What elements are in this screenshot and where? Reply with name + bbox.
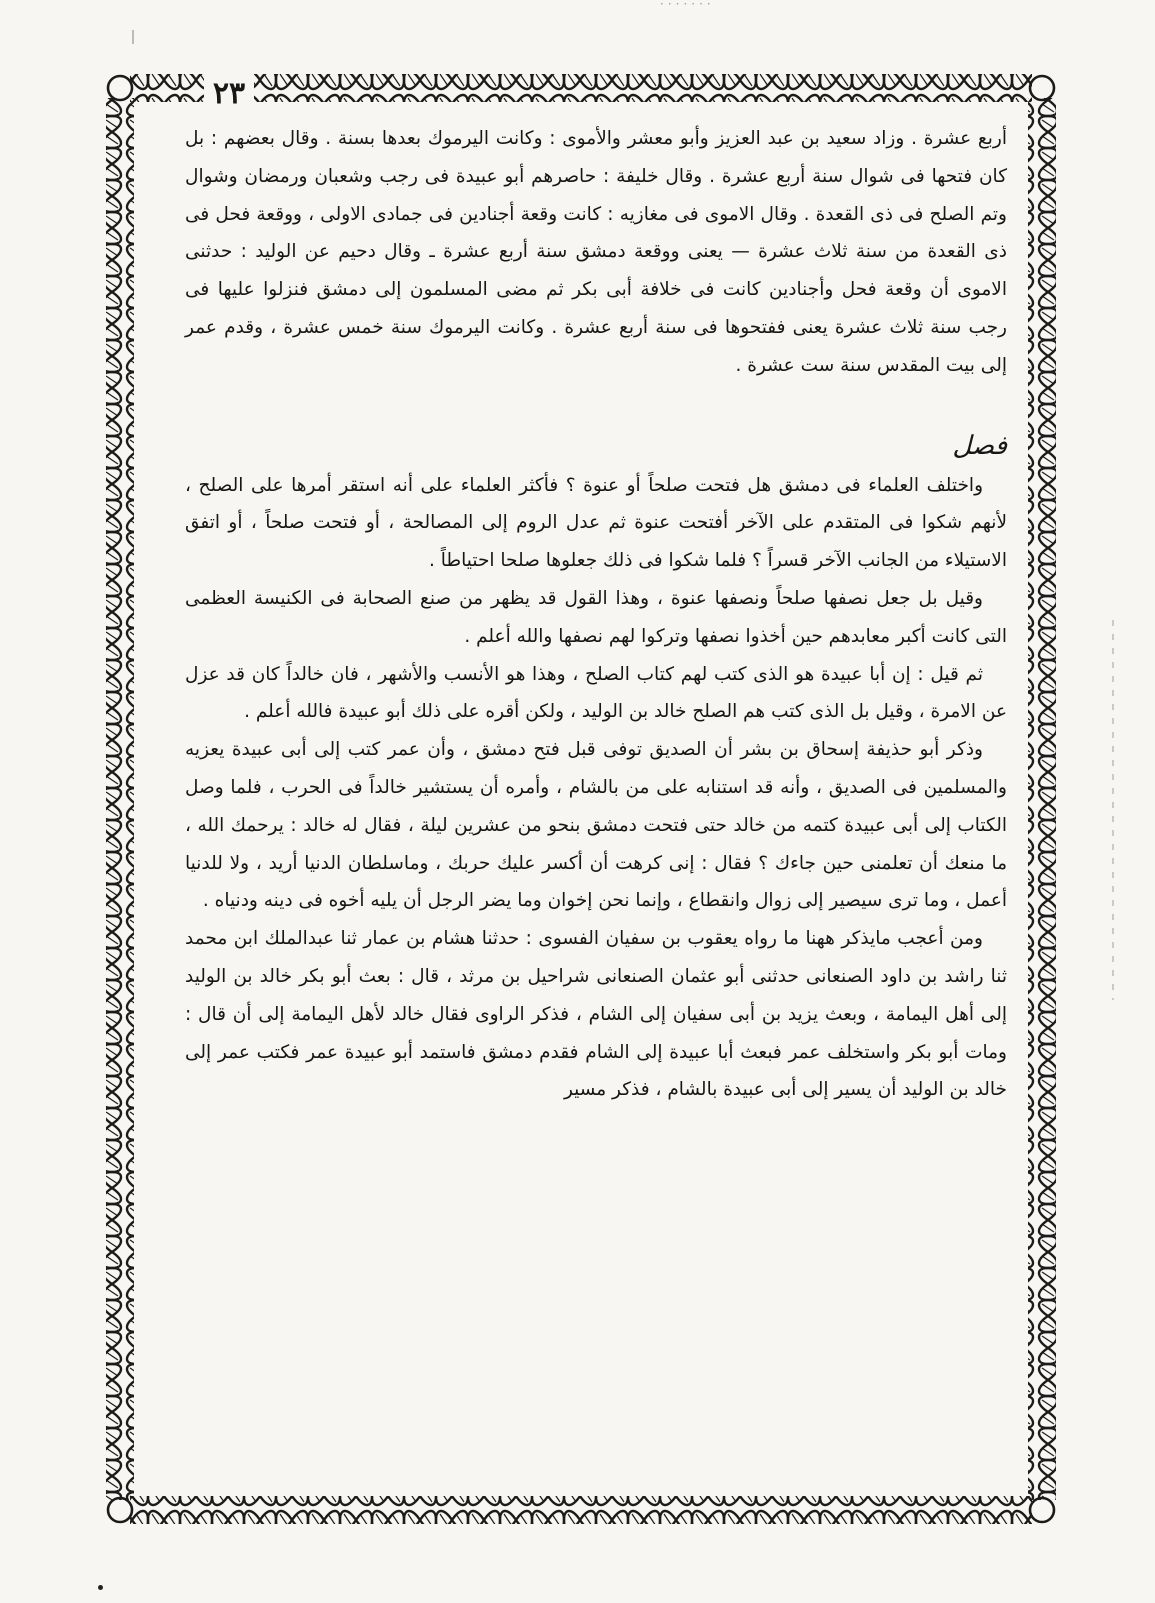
paragraph: واختلف العلماء فى دمشق هل فتحت صلحاً أو عنوة ؟ فأكثر العلماء على أنه استقر أمرها على الصلح ، لأنهم شكوا فى المتقدم على الآخر أفتحت عنوة ثم عدل الروم إلى المصالحة ، أو فتحت صلحاً ، أو اتفق الاستيلاء من الجانب الآخر قسراً ؟ فلما شكوا فى ذلك جعلوها صلحا احتياطاً .	[185, 474, 1007, 572]
page-number: ٢٣	[204, 74, 254, 114]
paragraph: ثم قيل : إن أبا عبيدة هو الذى كتب لهم كتاب الصلح ، وهذا هو الأنسب والأشهر ، فان خالداً كان قد عزل عن الامرة ، وقيل بل الذى كتب هم الصلح خالد بن الوليد ، ولكن أقره على ذلك أبو عبيدة فالله أعلم .	[185, 663, 1007, 723]
main-text	[185, 120, 1007, 1500]
scan-dot	[98, 1585, 103, 1590]
paragraph: أربع عشرة . وزاد سعيد بن عبد العزيز وأبو معشر والأموى : وكانت اليرموك بعدها بسنة . وقال بعضهم : بل كان فتحها فى شوال سنة أربع عشرة . وقال خليفة : حاصرهم أبو عبيدة فى رجب وشعبان ورمضان وشوال وتم الصلح فى ذى القعدة . وقال الاموى فى مغازيه : كانت وقعة أجنادين فى جمادى الاولى ، ووقعة فحل فى ذى القعدة من سنة ثلاث عشرة — يعنى ووقعة دمشق سنة أربع عشرة ـ وقال دحيم عن الوليد : حدثنى الاموى أن وقعة فحل وأجنادين كانت فى خلافة أبى بكر ثم مضى المسلمون إلى دمشق فنزلوا عليها فى رجب سنة ثلاث عشرة يعنى ففتحوها فى سنة أربع عشرة . وكانت اليرموك سنة خمس عشرة ، وقدم عمر إلى بيت المقدس سنة ست عشرة .	[185, 128, 1007, 376]
scan-dots: ·······	[660, 0, 715, 11]
section-heading: فصل	[952, 430, 1007, 461]
paragraph: ومن أعجب مايذكر ههنا ما رواه يعقوب بن سفيان الفسوى : حدثنا هشام بن عمار ثنا عبدالملك ابن محمد ثنا راشد بن داود الصنعانى حدثنى أبو عثمان الصنعانى شراحيل بن مرثد ، قال : بعث أبو بكر خالد بن الوليد إلى أهل اليمامة ، وبعث يزيد بن أبى سفيان إلى الشام ، فذكر الراوى فقال خالد لأهل اليمامة إلى أن قال : ومات أبو بكر واستخلف عمر فبعث أبا عبيدة إلى الشام فقدم دمشق فاستمد أبو عبيدة عمر فكتب عمر إلى خالد بن الوليد أن يسير إلى أبى عبيدة بالشام ، فذكر مسير	[185, 928, 1007, 1101]
paragraph: وذكر أبو حذيفة إسحاق بن بشر أن الصديق توفى قبل فتح دمشق ، وأن عمر كتب إلى أبى عبيدة يعزيه والمسلمين فى الصديق ، وأنه قد استنابه على من بالشام ، وأمره أن يستشير خالداً فى الحرب ، فلما وصل الكتاب إلى أبى عبيدة كتمه من خالد حتى فتحت دمشق بنحو من عشرين ليلة ، فقال له خالد : يرحمك الله ، ما منعك أن تعلمنى حين جاءك ؟ فقال : إنى كرهت أن أكسر عليك حربك ، وماسلطان الدنيا أريد ، ولا للدنيا أعمل ، وما ترى سيصير إلى زوال وانقطاع ، وإنما نحن إخوان وما يضر الرجل أن يليه أخوه فى دينه ودنياه .	[185, 739, 1007, 912]
ornamental-frame	[100, 68, 1062, 1530]
scan-mark	[132, 30, 134, 44]
scan-scratch	[1112, 620, 1114, 1000]
paragraph: وقيل بل جعل نصفها صلحاً ونصفها عنوة ، وهذا القول قد يظهر من صنع الصحابة فى الكنيسة العظمى التى كانت أكبر معابدهم حين أخذوا نصفها وتركوا لهم نصفها والله أعلم .	[185, 587, 1007, 647]
